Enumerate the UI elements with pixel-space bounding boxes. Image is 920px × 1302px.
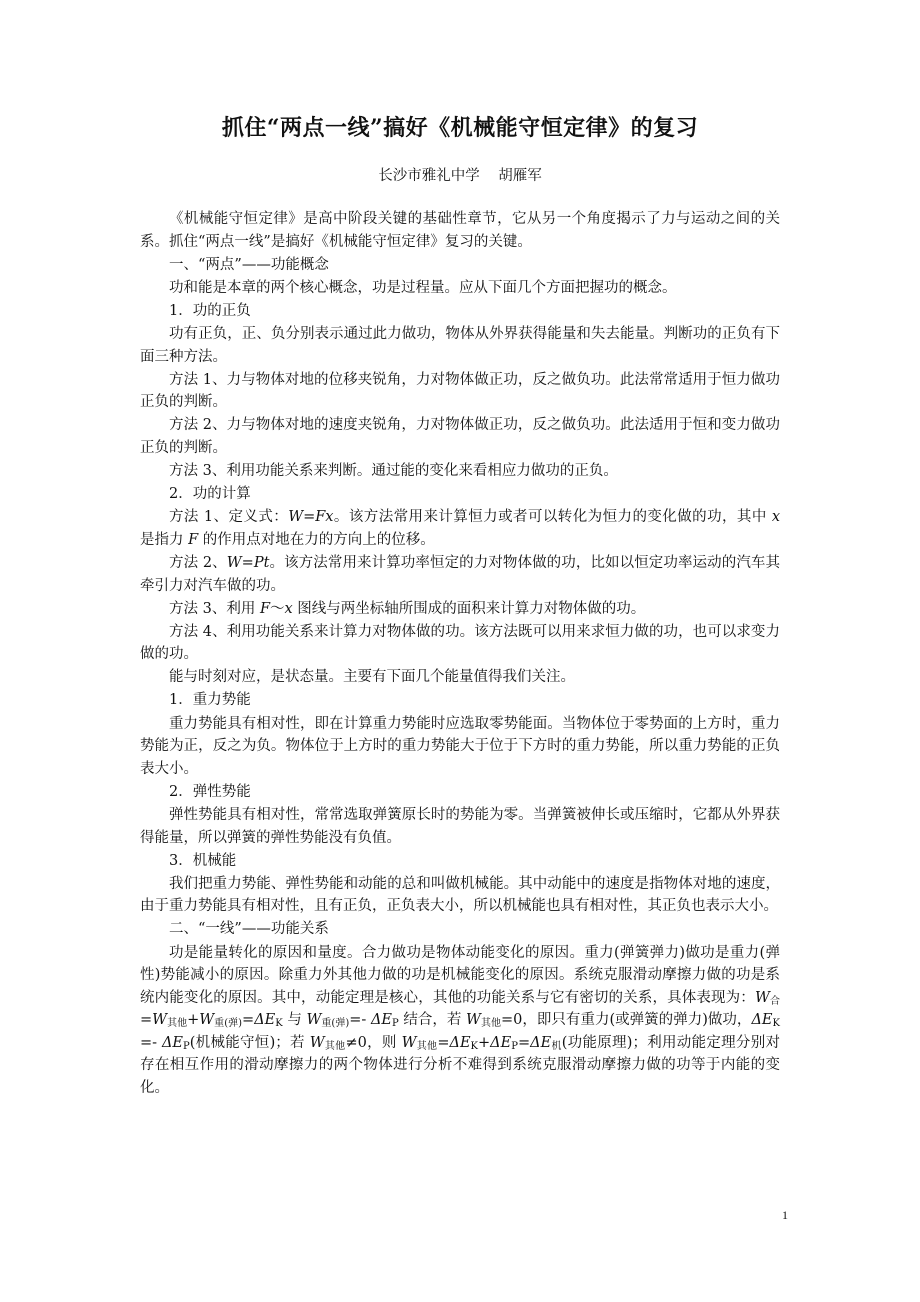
section-1-intro: 功和能是本章的两个核心概念，功是过程量。应从下面几个方面把握功的概念。: [169, 279, 677, 296]
subsection-work-sign-heading: 1．功的正负: [169, 302, 251, 319]
work-sign-method-2: 方法 2、力与物体对地的速度夹锐角，力对物体做正功，反之做负功。此法适用于恒和变力做功正负的判断。: [140, 417, 780, 456]
energy-intro: 能与时刻对应，是状态量。主要有下面几个能量值得我们关注。: [169, 669, 575, 686]
work-energy-relation-paragraph: 功是能量转化的原因和量度。合力做功是物体动能变化的原因。重力(弹簧弹力)做功是重力(弹性)势能减小的原因。除重力外其他力做的功是机械能变化的原因。系统克服滑动摩擦力做的功是系统内能变化的原因。其中，动能定理是核心，其他的功能关系与它有密切的关系，具体表现为：$W_合=W_{其他}+W_{重(弹)}=\Delta E_K$ 与 $W_{重(弹)}=-$ $\Delta E_P$ 结合，若 $W_{其他}=0$，即只有重力(或弹簧的弹力)做功，$\Delta E_K =- \Delta E_P$(机械能守恒)；若 $W_{其他}\ne 0$，则 $W_{其他}=\Delta E_K+\Delta E_P=\Delta E_机$(功能原理)；利用动能定理分别对存在相互作用的滑动摩擦力的两个物体进行分析不难得到系统克服滑动摩擦力做的功等于内能的变化。: [140, 944, 781, 1097]
work-sign-method-3: 方法 3、利用功能关系来判断。通过能的变化来看相应力做功的正负。: [169, 463, 618, 480]
intro-paragraph: 《机械能守恒定律》是高中阶段关键的基础性章节，它从另一个角度揭示了力与运动之间的关系。抓住“两点一线”是搞好《机械能守恒定律》复习的关键。: [140, 211, 780, 250]
gravity-pe-paragraph: 重力势能具有相对性，即在计算重力势能时应选取零势能面。当物体位于零势面的上方时，重力势能为正，反之为负。物体位于上方时的重力势能大于位于下方时的重力势能，所以重力势能的正负表大小。: [140, 715, 780, 777]
work-calc-method-3: 方法 3、利用 F～x 图线与两坐标轴所围成的面积来计算力对物体做的功。: [169, 600, 646, 617]
work-calc-method-2: 方法 2、W=Pt。该方法常用来计算功率恒定的力对物体做的功，比如以恒定功率运动的汽车其牵引力对汽车做的功。: [140, 554, 780, 594]
subsection-mechanical-energy-heading: 3．机械能: [169, 852, 237, 869]
subsection-work-calc-heading: 2．功的计算: [169, 486, 251, 503]
subsection-elastic-pe-heading: 2．弹性势能: [169, 783, 251, 800]
subsection-gravity-pe-heading: 1．重力势能: [169, 692, 251, 709]
mechanical-energy-paragraph: 我们把重力势能、弹性势能和动能的总和叫做机械能。其中动能中的速度是指物体对地的速度，由于重力势能具有相对性，且有正负，正负表大小，所以机械能也具有相对性，其正负也表示大小。: [140, 875, 780, 915]
work-calc-method-4: 方法 4、利用功能关系来计算力对物体做的功。该方法既可以用来求恒力做的功，也可以求变力做的功。: [140, 623, 780, 663]
work-sign-method-1: 方法 1、力与物体对地的位移夹锐角，力对物体做正功，反之做负功。此法常常适用于恒力做功正负的判断。: [140, 371, 780, 411]
work-calc-method-1: 方法 1、定义式：W=Fx。该方法常用来计算恒力或者可以转化为恒力的变化做的功，其中 x 是指力 F 的作用点对地在力的方向上的位移。: [140, 509, 781, 548]
section-1-heading: 一、“两点”——功能概念: [169, 256, 329, 273]
section-2-heading: 二、“一线”——功能关系: [169, 921, 329, 938]
document-body: [140, 208, 780, 1100]
elastic-pe-paragraph: 弹性势能具有相对性，常常选取弹簧原长时的势能为零。当弹簧被伸长或压缩时，它都从外界获得能量，所以弹簧的弹性势能没有负值。: [140, 806, 780, 846]
document-title: 抓住“两点一线”搞好《机械能守恒定律》的复习: [221, 115, 699, 141]
author-line: 长沙市雅礼中学 胡雁军: [378, 168, 542, 184]
work-sign-paragraph: 功有正负，正、负分别表示通过此力做功，物体从外界获得能量和失去能量。判断功的正负有下面三种方法。: [140, 325, 780, 365]
page-number: 1: [782, 1208, 788, 1222]
